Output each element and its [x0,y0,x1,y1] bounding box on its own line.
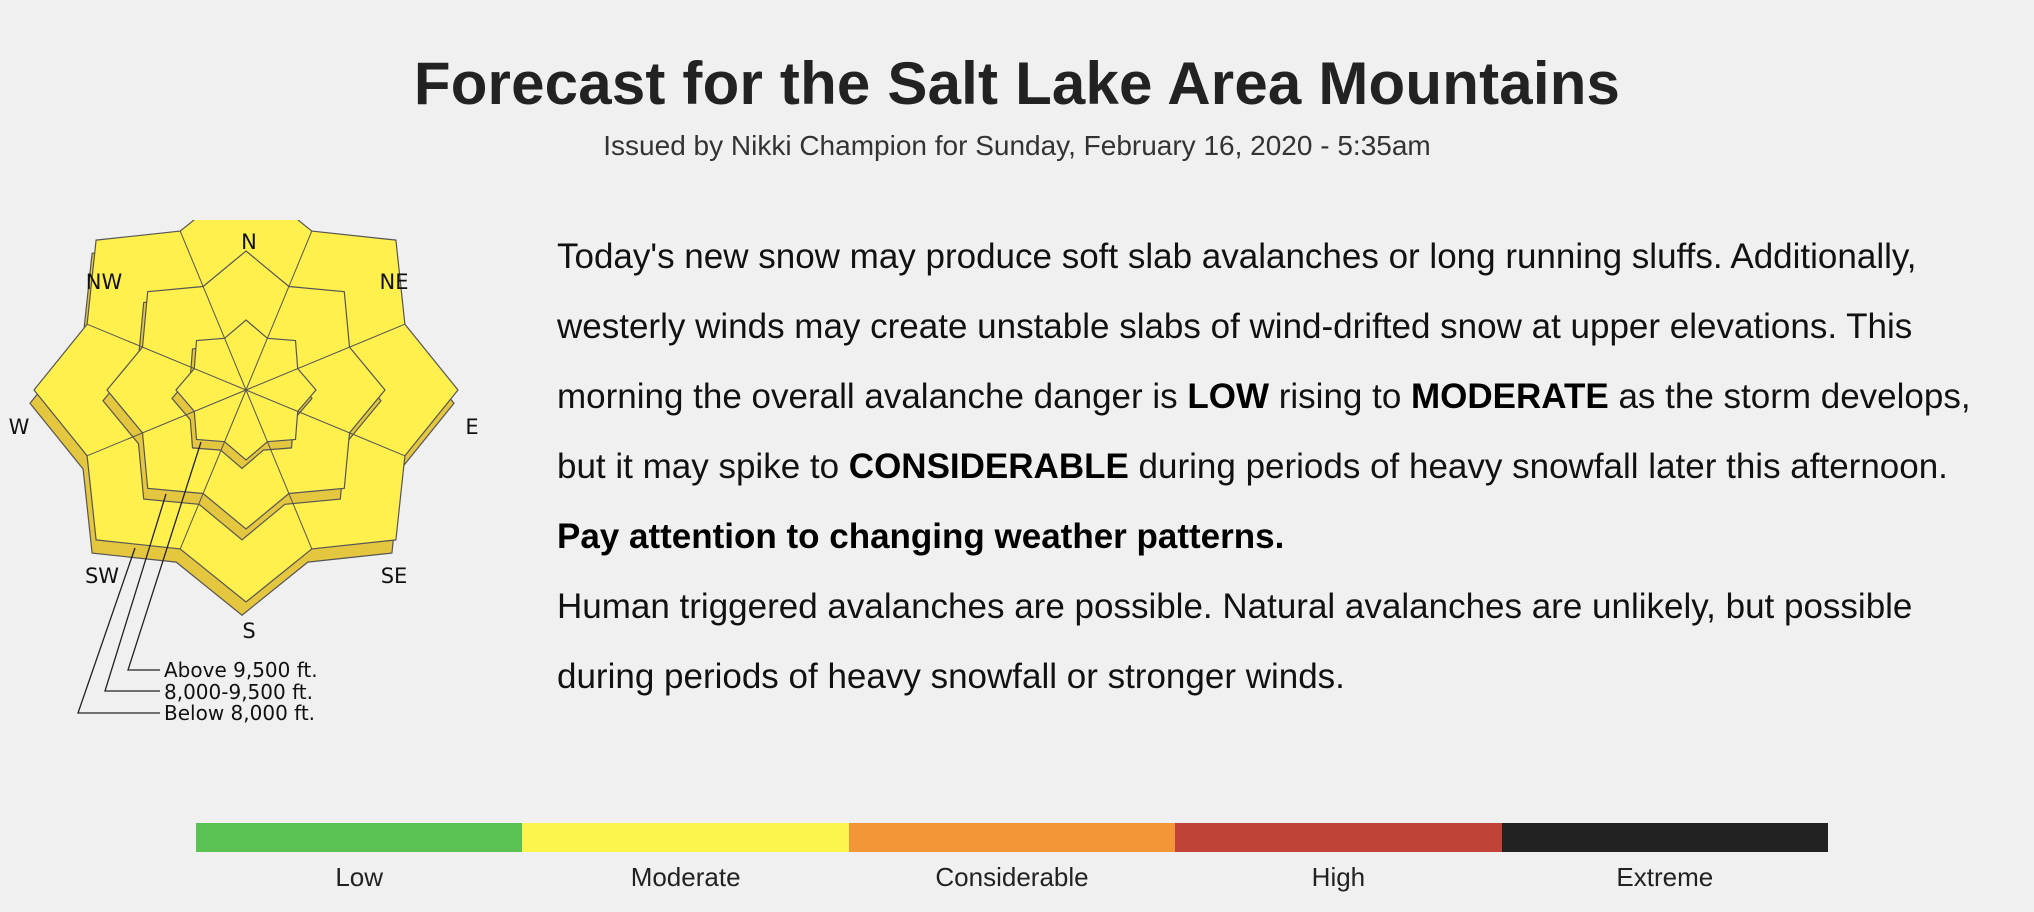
danger-considerable-emphasis: CONSIDERABLE [848,447,1129,486]
danger-scale-bar [1502,823,1828,852]
danger-scale-bar [849,823,1175,852]
danger-scale-high [1175,823,1501,903]
direction-s: S [242,619,256,643]
direction-w: W [8,415,30,439]
summary-text: Today's new snow may produce soft slab avalanches or long running sluffs. Additionally, westerly winds may create unstable slabs of wind-drifted snow at upper elevations. This morning the overall avalanche danger is [557,237,1917,416]
danger-scale-moderate [522,823,848,903]
elevation-legend [164,658,318,725]
direction-ne: NE [379,270,409,294]
direction-e: E [465,415,479,439]
danger-rose [0,220,500,740]
danger-scale-label: High [1311,862,1366,892]
summary-bold-advice: Pay attention to changing weather patterns. [557,517,1285,556]
issued-byline: Issued by Nikki Champion for Sunday, February 16, 2020 - 5:35am [603,130,1431,161]
danger-low-emphasis: LOW [1187,377,1270,416]
danger-scale-bar [522,823,848,852]
legend-lower: Below 8,000 ft. [164,701,316,725]
legend-middle: 8,000-9,500 ft. [164,680,313,704]
summary-text: rising to [1269,377,1412,416]
summary-paragraph-2: Human triggered avalanches are possible. Natural avalanches are unlikely, but possible during periods of heavy snowfall or stronger winds. [557,587,1913,696]
danger-scale-low [196,823,522,903]
danger-scale-label: Low [335,862,384,892]
summary-text: as the storm develops, but it may spike to [557,377,1971,486]
summary-paragraph-1 [557,222,1997,572]
direction-nw: NW [85,270,123,294]
danger-scale-label: Considerable [935,862,1089,892]
page-title: Forecast for the Salt Lake Area Mountains [413,50,1621,117]
bottom-line-summary [557,222,1997,712]
direction-se: SE [380,564,408,588]
danger-scale-bar [1175,823,1501,852]
danger-scale-label: Extreme [1616,862,1714,892]
danger-moderate-emphasis: MODERATE [1411,377,1609,416]
direction-n: N [241,230,257,254]
direction-sw: SW [84,564,120,588]
summary-text: during periods of heavy snowfall later this afternoon. [1128,447,1948,486]
danger-scale-extreme [1502,823,1828,903]
danger-scale [196,823,1828,903]
legend-upper: Above 9,500 ft. [164,658,318,682]
danger-rose-graphic [0,220,500,740]
danger-scale-label: Moderate [630,862,741,892]
danger-scale-considerable [849,823,1175,903]
danger-scale-bar [196,823,522,852]
